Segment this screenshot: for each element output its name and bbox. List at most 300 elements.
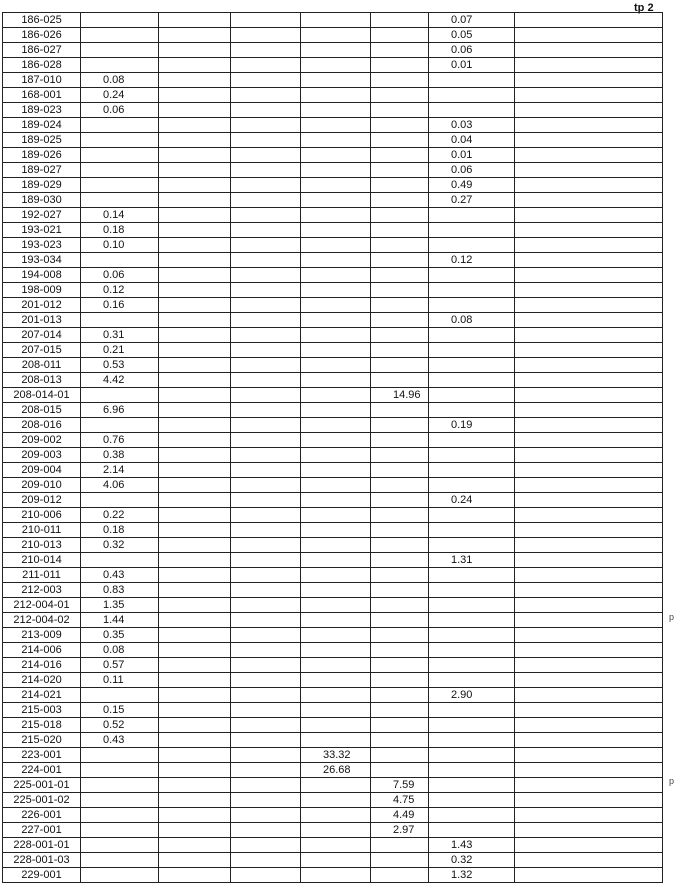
parcel-code-cell: 210-011 [3,523,81,538]
value-cell-c3 [231,103,301,118]
table-row [3,853,663,868]
parcel-code-cell: 208-016 [3,418,81,433]
value-cell-c4 [301,238,371,253]
parcel-code-cell: 192-027 [3,208,81,223]
table-row [3,658,663,673]
value-cell-c3 [231,613,301,628]
value-cell-c2 [159,73,231,88]
value-cell-c2 [159,763,231,778]
value-cell-c3 [231,253,301,268]
parcel-code-cell: 226-001 [3,808,81,823]
value-cell-c1: 1.35 [81,598,159,613]
value-cell-c6: 0.06 [429,43,515,58]
value-cell-c5 [371,463,429,478]
value-cell-c2 [159,643,231,658]
value-cell-c1: 0.52 [81,718,159,733]
value-cell-c6 [429,298,515,313]
value-cell-c5 [371,178,429,193]
value-cell-c2 [159,583,231,598]
value-cell-c1: 0.08 [81,73,159,88]
value-cell-c3 [231,598,301,613]
value-cell-c5 [371,763,429,778]
value-cell-c6 [429,343,515,358]
value-cell-c3 [231,133,301,148]
value-cell-c3 [231,538,301,553]
value-cell-c6 [429,748,515,763]
value-cell-c6 [429,538,515,553]
value-cell-c5 [371,523,429,538]
value-cell-c2 [159,373,231,388]
value-cell-c2 [159,478,231,493]
parcel-code-cell: 209-010 [3,478,81,493]
table-row [3,598,663,613]
value-cell-c1: 0.43 [81,568,159,583]
table-row [3,703,663,718]
value-cell-c1: 4.06 [81,478,159,493]
value-cell-c7 [515,193,663,208]
value-cell-c1 [81,28,159,43]
table-row [3,43,663,58]
value-cell-c4 [301,718,371,733]
table-row [3,763,663,778]
parcel-code-cell: 207-014 [3,328,81,343]
value-cell-c6 [429,823,515,838]
value-cell-c5 [371,478,429,493]
table-row [3,718,663,733]
value-cell-c1 [81,793,159,808]
value-cell-c7 [515,643,663,658]
value-cell-c7 [515,733,663,748]
parcel-code-cell: 189-023 [3,103,81,118]
value-cell-c3 [231,478,301,493]
value-cell-c5 [371,28,429,43]
value-cell-c1: 2.14 [81,463,159,478]
parcel-code-cell: 215-003 [3,703,81,718]
value-cell-c7 [515,178,663,193]
value-cell-c6 [429,268,515,283]
value-cell-c1 [81,163,159,178]
value-cell-c6: 0.06 [429,163,515,178]
value-cell-c3 [231,523,301,538]
value-cell-c4 [301,358,371,373]
value-cell-c4 [301,373,371,388]
value-cell-c4 [301,313,371,328]
value-cell-c4 [301,613,371,628]
table-row [3,103,663,118]
value-cell-c4 [301,433,371,448]
value-cell-c4 [301,193,371,208]
parcel-code-cell: 228-001-01 [3,838,81,853]
value-cell-c1: 0.22 [81,508,159,523]
table-row [3,868,663,883]
value-cell-c5 [371,238,429,253]
table-row [3,808,663,823]
parcel-code-cell: 214-016 [3,658,81,673]
parcel-code-cell: 211-011 [3,568,81,583]
value-cell-c3 [231,403,301,418]
value-cell-c3 [231,298,301,313]
value-cell-c2 [159,733,231,748]
parcel-code-cell: 210-013 [3,538,81,553]
table-row [3,643,663,658]
value-cell-c2 [159,178,231,193]
value-cell-c2 [159,553,231,568]
value-cell-c1 [81,418,159,433]
value-cell-c3 [231,163,301,178]
parcel-code-cell: 208-015 [3,403,81,418]
table-row [3,283,663,298]
value-cell-c7 [515,208,663,223]
value-cell-c7 [515,598,663,613]
value-cell-c2 [159,508,231,523]
parcel-code-cell: 186-026 [3,28,81,43]
value-cell-c2 [159,268,231,283]
table-row [3,418,663,433]
value-cell-c4 [301,28,371,43]
value-cell-c3 [231,808,301,823]
value-cell-c1: 0.06 [81,268,159,283]
table-row [3,553,663,568]
parcel-code-cell: 189-026 [3,148,81,163]
value-cell-c7 [515,13,663,28]
table-row [3,388,663,403]
parcel-code-cell: 214-020 [3,673,81,688]
value-cell-c6: 0.03 [429,118,515,133]
value-cell-c7 [515,763,663,778]
parcel-code-cell: 189-024 [3,118,81,133]
value-cell-c3 [231,703,301,718]
value-cell-c6 [429,103,515,118]
value-cell-c1: 0.35 [81,628,159,643]
value-cell-c4 [301,628,371,643]
value-cell-c7 [515,808,663,823]
table-row [3,403,663,418]
value-cell-c5: 7.59 [371,778,429,793]
value-cell-c4 [301,733,371,748]
table-row [3,163,663,178]
value-cell-c6: 0.24 [429,493,515,508]
value-cell-c5 [371,688,429,703]
table-row [3,58,663,73]
value-cell-c6 [429,448,515,463]
value-cell-c6: 0.01 [429,148,515,163]
value-cell-c6 [429,613,515,628]
parcel-code-cell: 189-027 [3,163,81,178]
value-cell-c5: 4.49 [371,808,429,823]
value-cell-c2 [159,418,231,433]
table-row [3,733,663,748]
value-cell-c2 [159,58,231,73]
table-row [3,448,663,463]
value-cell-c5 [371,73,429,88]
value-cell-c5 [371,103,429,118]
value-cell-c4 [301,658,371,673]
value-cell-c3 [231,193,301,208]
value-cell-c1: 0.16 [81,298,159,313]
value-cell-c2 [159,313,231,328]
value-cell-c6: 0.08 [429,313,515,328]
value-cell-c7 [515,523,663,538]
value-cell-c1: 0.31 [81,328,159,343]
parcel-area-table [2,12,663,883]
value-cell-c4 [301,553,371,568]
value-cell-c7 [515,508,663,523]
value-cell-c6 [429,673,515,688]
value-cell-c2 [159,538,231,553]
parcel-code-cell: 194-008 [3,268,81,283]
parcel-code-cell: 186-025 [3,13,81,28]
value-cell-c6 [429,328,515,343]
parcel-code-cell: 189-029 [3,178,81,193]
parcel-code-cell: 224-001 [3,763,81,778]
value-cell-c4 [301,673,371,688]
table-row [3,88,663,103]
value-cell-c3 [231,628,301,643]
value-cell-c2 [159,283,231,298]
value-cell-c1: 0.24 [81,88,159,103]
value-cell-c7 [515,418,663,433]
table-row [3,508,663,523]
value-cell-c6 [429,778,515,793]
parcel-code-cell: 208-013 [3,373,81,388]
value-cell-c6: 0.19 [429,418,515,433]
value-cell-c5 [371,253,429,268]
value-cell-c1 [81,823,159,838]
value-cell-c2 [159,823,231,838]
value-cell-c2 [159,253,231,268]
value-cell-c1: 0.11 [81,673,159,688]
value-cell-c2 [159,598,231,613]
value-cell-c1 [81,313,159,328]
value-cell-c2 [159,808,231,823]
value-cell-c4 [301,268,371,283]
parcel-code-cell: 209-012 [3,493,81,508]
value-cell-c7 [515,478,663,493]
value-cell-c2 [159,43,231,58]
value-cell-c6 [429,658,515,673]
value-cell-c3 [231,328,301,343]
value-cell-c3 [231,568,301,583]
value-cell-c7 [515,583,663,598]
value-cell-c4 [301,508,371,523]
value-cell-c1 [81,148,159,163]
value-cell-c6 [429,223,515,238]
value-cell-c1 [81,853,159,868]
value-cell-c2 [159,193,231,208]
value-cell-c1: 0.32 [81,538,159,553]
value-cell-c3 [231,88,301,103]
value-cell-c3 [231,118,301,133]
value-cell-c5 [371,313,429,328]
value-cell-c5 [371,358,429,373]
value-cell-c4 [301,253,371,268]
value-cell-c2 [159,718,231,733]
value-cell-c5 [371,58,429,73]
value-cell-c5 [371,613,429,628]
value-cell-c7 [515,238,663,253]
value-cell-c3 [231,868,301,883]
value-cell-c2 [159,493,231,508]
value-cell-c4 [301,133,371,148]
value-cell-c3 [231,148,301,163]
value-cell-c7 [515,73,663,88]
value-cell-c3 [231,313,301,328]
value-cell-c6: 0.12 [429,253,515,268]
value-cell-c5 [371,208,429,223]
value-cell-c4 [301,538,371,553]
value-cell-c6 [429,208,515,223]
value-cell-c1 [81,133,159,148]
value-cell-c3 [231,223,301,238]
value-cell-c7 [515,283,663,298]
value-cell-c4 [301,148,371,163]
value-cell-c5 [371,868,429,883]
value-cell-c5 [371,598,429,613]
parcel-code-cell: 223-001 [3,748,81,763]
value-cell-c5 [371,733,429,748]
table-row [3,358,663,373]
value-cell-c5: 2.97 [371,823,429,838]
parcel-code-cell: 227-001 [3,823,81,838]
value-cell-c1 [81,868,159,883]
value-cell-c6 [429,358,515,373]
value-cell-c6 [429,703,515,718]
value-cell-c2 [159,298,231,313]
value-cell-c6 [429,463,515,478]
parcel-code-cell: 209-003 [3,448,81,463]
margin-mark: p [669,612,675,622]
value-cell-c5 [371,658,429,673]
value-cell-c7 [515,778,663,793]
value-cell-c1: 0.14 [81,208,159,223]
value-cell-c6 [429,478,515,493]
table-row [3,133,663,148]
value-cell-c2 [159,358,231,373]
value-cell-c7 [515,253,663,268]
value-cell-c2 [159,238,231,253]
value-cell-c6 [429,583,515,598]
value-cell-c4 [301,208,371,223]
value-cell-c2 [159,148,231,163]
value-cell-c5 [371,283,429,298]
value-cell-c1: 0.43 [81,733,159,748]
value-cell-c6 [429,508,515,523]
value-cell-c6: 0.32 [429,853,515,868]
value-cell-c7 [515,448,663,463]
value-cell-c6 [429,283,515,298]
value-cell-c2 [159,853,231,868]
value-cell-c2 [159,673,231,688]
value-cell-c3 [231,388,301,403]
parcel-code-cell: 201-012 [3,298,81,313]
parcel-code-cell: 209-002 [3,433,81,448]
value-cell-c2 [159,793,231,808]
table-row [3,523,663,538]
value-cell-c3 [231,748,301,763]
parcel-code-cell: 214-021 [3,688,81,703]
value-cell-c5 [371,703,429,718]
table-row [3,208,663,223]
value-cell-c3 [231,208,301,223]
value-cell-c2 [159,388,231,403]
value-cell-c3 [231,268,301,283]
value-cell-c6: 1.43 [429,838,515,853]
value-cell-c5 [371,553,429,568]
value-cell-c2 [159,13,231,28]
table-row [3,328,663,343]
value-cell-c3 [231,643,301,658]
value-cell-c7 [515,223,663,238]
parcel-code-cell: 212-003 [3,583,81,598]
value-cell-c5 [371,538,429,553]
value-cell-c2 [159,838,231,853]
value-cell-c3 [231,838,301,853]
value-cell-c3 [231,733,301,748]
value-cell-c7 [515,403,663,418]
table-row [3,373,663,388]
parcel-code-cell: 225-001-02 [3,793,81,808]
value-cell-c7 [515,433,663,448]
value-cell-c4 [301,583,371,598]
value-cell-c6 [429,598,515,613]
value-cell-c7 [515,673,663,688]
value-cell-c4 [301,808,371,823]
parcel-code-cell: 186-027 [3,43,81,58]
value-cell-c1: 0.10 [81,238,159,253]
value-cell-c5 [371,448,429,463]
value-cell-c2 [159,433,231,448]
value-cell-c4 [301,823,371,838]
value-cell-c7 [515,28,663,43]
value-cell-c7 [515,793,663,808]
value-cell-c4 [301,13,371,28]
parcel-code-cell: 228-001-03 [3,853,81,868]
value-cell-c3 [231,358,301,373]
value-cell-c1 [81,493,159,508]
value-cell-c7 [515,313,663,328]
value-cell-c3 [231,58,301,73]
value-cell-c4 [301,868,371,883]
table-row [3,493,663,508]
value-cell-c1 [81,193,159,208]
value-cell-c1 [81,118,159,133]
value-cell-c6 [429,73,515,88]
value-cell-c4 [301,43,371,58]
value-cell-c6: 0.01 [429,58,515,73]
value-cell-c5 [371,133,429,148]
parcel-code-cell: 214-006 [3,643,81,658]
table-row [3,778,663,793]
value-cell-c3 [231,763,301,778]
value-cell-c1 [81,388,159,403]
value-cell-c3 [231,238,301,253]
parcel-code-cell: 186-028 [3,58,81,73]
parcel-code-cell: 229-001 [3,868,81,883]
table-row [3,433,663,448]
value-cell-c3 [231,13,301,28]
value-cell-c6 [429,718,515,733]
value-cell-c3 [231,73,301,88]
value-cell-c7 [515,148,663,163]
table-row [3,268,663,283]
value-cell-c2 [159,448,231,463]
value-cell-c1 [81,553,159,568]
table-row [3,688,663,703]
value-cell-c6 [429,628,515,643]
value-cell-c4 [301,103,371,118]
value-cell-c4 [301,73,371,88]
table-row [3,298,663,313]
